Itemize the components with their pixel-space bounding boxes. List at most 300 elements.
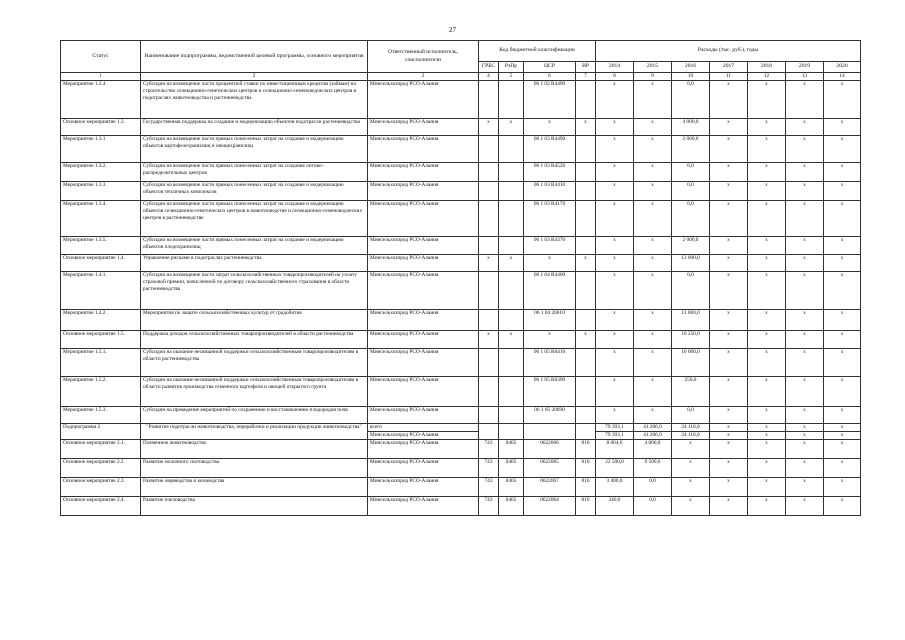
row-value-y2014: 8 064,0 <box>596 440 634 459</box>
row-grbs: x <box>479 255 499 272</box>
row-value-y2016: 10 250,0 <box>672 331 710 349</box>
row-grbs <box>479 377 499 407</box>
row-vr: x <box>576 331 596 349</box>
row-name: Субсидии на возмещение части прямых понесенных затрат на создание и модернизацию объектов тепличных комплексов <box>141 182 368 201</box>
column-number: 6 <box>524 73 576 81</box>
row-executor: Минсельхозпрод РСО-Алания <box>368 182 479 201</box>
row-executor: Минсельхозпрод РСО-Алания <box>368 310 479 331</box>
row-value-y2020: x <box>824 182 861 201</box>
row-executor: Минсельхозпрод РСО-Алания <box>368 255 479 272</box>
column-number: 14 <box>824 73 861 81</box>
row-executor: Минсельхозпрод РСО-Алания <box>368 497 479 516</box>
row-value-y2017: x <box>710 440 748 459</box>
row-value-y2019: x <box>786 119 824 136</box>
subprogram-value-y2020: x <box>824 424 861 432</box>
table-row <box>61 349 861 377</box>
row-name: Субсидии на возмещение части процентной ставки по инвестиционным кредитам (займам) на строительство селекционно-генетических центров и селекционно-семеноводческих центров в подотраслях животноводства и растениеводства <box>141 81 368 119</box>
header-year: 2020 <box>824 62 861 73</box>
row-csr: 06 1 03 R4520 <box>524 163 576 182</box>
table-row <box>61 478 861 497</box>
row-value-y2016: 0,0 <box>672 272 710 310</box>
column-number: 13 <box>786 73 824 81</box>
row-value-y2016: 13 000,0 <box>672 310 710 331</box>
row-grbs: 743 <box>479 440 499 459</box>
row-value-y2019: x <box>786 255 824 272</box>
row-value-y2014: x <box>596 163 634 182</box>
header-executor: Ответственный исполнитель, соисполнители <box>368 41 479 73</box>
row-grbs <box>479 407 499 424</box>
row-value-y2016: x <box>672 459 710 478</box>
row-value-y2017: x <box>710 478 748 497</box>
row-grbs <box>479 272 499 310</box>
row-value-y2018: x <box>748 237 786 255</box>
row-value-y2014: 340,0 <box>596 497 634 516</box>
row-executor: Минсельхозпрод РСО-Алания <box>368 201 479 237</box>
table-row <box>61 255 861 272</box>
header-status: Статус <box>61 41 141 73</box>
table-row <box>61 459 861 478</box>
row-status: Мероприятие 1.5.3. <box>61 407 141 424</box>
row-grbs <box>479 349 499 377</box>
row-name: Управление рисками в подотраслях растениеводства <box>141 255 368 272</box>
row-status: Мероприятие 1.4.2. <box>61 310 141 331</box>
row-status: Мероприятие 1.3.4. <box>61 201 141 237</box>
column-number: 7 <box>576 73 596 81</box>
row-rzpr <box>499 136 524 163</box>
table-row <box>61 377 861 407</box>
row-value-y2018: x <box>748 182 786 201</box>
subprogram-value-y2017: x <box>710 424 748 432</box>
row-value-y2017: x <box>710 310 748 331</box>
column-number: 4 <box>479 73 499 81</box>
row-name: Субсидии на оказание несвязанной поддержки сельскохозяйственным товаропроизводителям в области развития производства семенного картофеля и овощей открытого грунта <box>141 377 368 407</box>
row-vr <box>576 201 596 237</box>
row-value-y2017: x <box>710 407 748 424</box>
subprogram-value-y2015: 41 206,9 <box>634 432 672 440</box>
row-value-y2016: 4 000,0 <box>672 119 710 136</box>
row-value-y2019: x <box>786 237 824 255</box>
row-value-y2019: x <box>786 81 824 119</box>
row-csr: 0622067 <box>524 478 576 497</box>
row-value-y2014: x <box>596 272 634 310</box>
row-vr <box>576 136 596 163</box>
row-rzpr <box>499 182 524 201</box>
row-executor: Минсельхозпрод РСО-Алания <box>368 272 479 310</box>
row-name: Субсидии на возмещение части прямых понесенных затрат на создание оптово-распределительных центров <box>141 163 368 182</box>
table-row <box>61 119 861 136</box>
row-value-y2015: 4 000,0 <box>634 440 672 459</box>
row-csr: 0622065 <box>524 459 576 478</box>
row-name: Развитие пчеловодства <box>141 497 368 516</box>
row-grbs: x <box>479 331 499 349</box>
subprogram-value-y2016: 24 110,0 <box>672 432 710 440</box>
column-number-row <box>61 73 861 81</box>
row-rzpr <box>499 407 524 424</box>
row-rzpr <box>499 272 524 310</box>
table-row <box>61 237 861 255</box>
row-vr: 810 <box>576 478 596 497</box>
row-value-y2017: x <box>710 119 748 136</box>
row-executor: Минсельхозпрод РСО-Алания <box>368 407 479 424</box>
row-value-y2020: x <box>824 81 861 119</box>
row-rzpr <box>499 310 524 331</box>
row-grbs <box>479 81 499 119</box>
subprogram-row <box>61 424 861 432</box>
row-value-y2020: x <box>824 459 861 478</box>
row-value-y2020: x <box>824 163 861 182</box>
row-value-y2015: x <box>634 255 672 272</box>
row-vr <box>576 310 596 331</box>
row-value-y2014: 22 500,0 <box>596 459 634 478</box>
row-status: Основное мероприятие 2.4. <box>61 497 141 516</box>
row-value-y2015: x <box>634 237 672 255</box>
row-value-y2015: x <box>634 136 672 163</box>
row-value-y2018: x <box>748 81 786 119</box>
row-rzpr: x <box>499 255 524 272</box>
table-row <box>61 81 861 119</box>
row-value-y2014: x <box>596 136 634 163</box>
row-value-y2019: x <box>786 331 824 349</box>
column-number: 3 <box>368 73 479 81</box>
row-name: Субсидии на оказание несвязанной поддержки сельскохозяйственным товаропроизводителям в области растениеводства <box>141 349 368 377</box>
row-name: Субсидии на возмещение части затрат сельскохозяйственных товаропроизводителей на уплату страховой премии, начисленной по договору сельскохозяйственного страхования в области растениеводства <box>141 272 368 310</box>
row-value-y2020: x <box>824 310 861 331</box>
row-value-y2019: x <box>786 407 824 424</box>
row-value-y2017: x <box>710 331 748 349</box>
row-status: Мероприятие 1.5.2. <box>61 377 141 407</box>
row-value-y2015: x <box>634 310 672 331</box>
row-value-y2016: 2 000,0 <box>672 237 710 255</box>
row-value-y2017: x <box>710 163 748 182</box>
subprogram-value-y2020: x <box>824 432 861 440</box>
column-number: 8 <box>596 73 634 81</box>
row-executor: Минсельхозпрод РСО-Алания <box>368 440 479 459</box>
row-vr: 810 <box>576 497 596 516</box>
row-value-y2015: 9 500,0 <box>634 459 672 478</box>
row-value-y2019: x <box>786 272 824 310</box>
subprogram-value-y2018: x <box>748 432 786 440</box>
row-value-y2016: 0,0 <box>672 201 710 237</box>
row-csr: 06 1 02 R4490 <box>524 81 576 119</box>
row-value-y2018: x <box>748 478 786 497</box>
row-value-y2018: x <box>748 407 786 424</box>
row-value-y2018: x <box>748 310 786 331</box>
row-value-y2017: x <box>710 255 748 272</box>
row-value-y2015: x <box>634 272 672 310</box>
subprogram-name: "Развитие подотрасли животноводства, переработки и реализации продукции животноводства" <box>141 424 368 440</box>
row-csr: 06 1 03 R4370 <box>524 237 576 255</box>
row-value-y2019: x <box>786 478 824 497</box>
row-value-y2014: x <box>596 310 634 331</box>
header-year: 2018 <box>748 62 786 73</box>
subprogram-value-y2017: x <box>710 432 748 440</box>
row-value-y2015: x <box>634 201 672 237</box>
row-status: Основное мероприятие 1.3. <box>61 119 141 136</box>
row-executor: Минсельхозпрод РСО-Алания <box>368 377 479 407</box>
row-status: Мероприятие 1.4.1. <box>61 272 141 310</box>
header-grbs: ГРБС <box>479 62 499 73</box>
row-value-y2020: x <box>824 237 861 255</box>
header-expenses: Расходы (тыс. руб.), годы <box>596 41 861 62</box>
row-status: Основное мероприятие 2.2. <box>61 459 141 478</box>
header-year: 2017 <box>710 62 748 73</box>
row-value-y2016: x <box>672 440 710 459</box>
row-vr: 810 <box>576 459 596 478</box>
row-grbs: 743 <box>479 459 499 478</box>
header-year: 2016 <box>672 62 710 73</box>
row-value-y2018: x <box>748 163 786 182</box>
row-value-y2017: x <box>710 237 748 255</box>
row-rzpr <box>499 163 524 182</box>
subprogram-vr <box>576 424 596 440</box>
row-value-y2015: x <box>634 407 672 424</box>
row-value-y2017: x <box>710 201 748 237</box>
column-number: 2 <box>141 73 368 81</box>
row-executor: Минсельхозпрод РСО-Алания <box>368 81 479 119</box>
row-vr <box>576 182 596 201</box>
subprogram-grbs <box>479 424 499 440</box>
row-rzpr <box>499 201 524 237</box>
table-row <box>61 497 861 516</box>
row-value-y2017: x <box>710 272 748 310</box>
header-rzpr: РзПр <box>499 62 524 73</box>
row-vr <box>576 237 596 255</box>
row-value-y2019: x <box>786 163 824 182</box>
row-status: Мероприятие 1.3.2. <box>61 163 141 182</box>
subprogram-value-y2016: 24 110,0 <box>672 424 710 432</box>
row-value-y2015: 0,0 <box>634 497 672 516</box>
row-value-y2020: x <box>824 497 861 516</box>
header-csr: ЦСР <box>524 62 576 73</box>
row-value-y2018: x <box>748 497 786 516</box>
table-row <box>61 136 861 163</box>
row-executor: Минсельхозпрод РСО-Алания <box>368 163 479 182</box>
row-value-y2015: x <box>634 331 672 349</box>
row-rzpr <box>499 237 524 255</box>
row-value-y2016: 2 000,0 <box>672 136 710 163</box>
row-grbs: 743 <box>479 478 499 497</box>
subprogram-value-y2019: x <box>786 424 824 432</box>
row-value-y2017: x <box>710 182 748 201</box>
row-value-y2016: 250,0 <box>672 377 710 407</box>
row-status: Мероприятие 1.3.3. <box>61 182 141 201</box>
row-rzpr <box>499 377 524 407</box>
row-value-y2017: x <box>710 349 748 377</box>
subprogram-executor: Минсельхозпрод РСО-Алания <box>368 432 479 440</box>
row-value-y2018: x <box>748 119 786 136</box>
row-csr: 0622066 <box>524 440 576 459</box>
column-number: 11 <box>710 73 748 81</box>
row-value-y2018: x <box>748 255 786 272</box>
row-status: Основное мероприятие 1.5. <box>61 331 141 349</box>
header-vr: ВР <box>576 62 596 73</box>
row-value-y2018: x <box>748 331 786 349</box>
row-vr <box>576 407 596 424</box>
row-csr: 06 1 04 20610 <box>524 310 576 331</box>
row-value-y2019: x <box>786 497 824 516</box>
row-value-y2019: x <box>786 182 824 201</box>
row-csr: x <box>524 331 576 349</box>
row-value-y2014: x <box>596 349 634 377</box>
row-rzpr <box>499 349 524 377</box>
table-row <box>61 201 861 237</box>
row-value-y2018: x <box>748 459 786 478</box>
column-number: 12 <box>748 73 786 81</box>
row-csr: 06 1 03 R4490 <box>524 136 576 163</box>
row-status: Мероприятие 1.5.1. <box>61 349 141 377</box>
column-number: 1 <box>61 73 141 81</box>
row-status: Мероприятие 1.3.5. <box>61 237 141 255</box>
row-value-y2017: x <box>710 81 748 119</box>
row-csr: 06 1 03 R4170 <box>524 201 576 237</box>
row-value-y2015: x <box>634 81 672 119</box>
row-grbs: 743 <box>479 497 499 516</box>
row-executor: Минсельхозпрод РСО-Алания <box>368 349 479 377</box>
row-status: Мероприятие 1.2.4 <box>61 81 141 119</box>
row-value-y2016: 10 000,0 <box>672 349 710 377</box>
table-row <box>61 163 861 182</box>
row-name: Племенное животноводство <box>141 440 368 459</box>
row-value-y2020: x <box>824 377 861 407</box>
header-name: Наименование подпрограммы, ведомственной целевой программы, основного мероприятия <box>141 41 368 73</box>
row-value-y2018: x <box>748 272 786 310</box>
row-csr: 06 1 05 R0410 <box>524 349 576 377</box>
row-rzpr <box>499 81 524 119</box>
row-vr: x <box>576 119 596 136</box>
table-row <box>61 331 861 349</box>
subprogram-value-y2014: 79 393,1 <box>596 432 634 440</box>
row-executor: Минсельхозпрод РСО-Алания <box>368 331 479 349</box>
row-value-y2020: x <box>824 440 861 459</box>
row-value-y2016: 0,0 <box>672 163 710 182</box>
row-value-y2016: 13 000,0 <box>672 255 710 272</box>
row-value-y2017: x <box>710 497 748 516</box>
row-value-y2020: x <box>824 272 861 310</box>
row-value-y2014: x <box>596 119 634 136</box>
row-rzpr: 0405 <box>499 440 524 459</box>
row-name: Субсидии на возмещение части прямых понесенных затрат на создание и модернизацию объектов плодохранилищ <box>141 237 368 255</box>
row-value-y2019: x <box>786 440 824 459</box>
row-status: Основное мероприятие 2.1. <box>61 440 141 459</box>
row-name: Субсидии на возмещение части прямых понесенных затрат на создание и модернизацию объектов селекционно-генетических центров в животноводстве и селекционно-семеноводческих центров в растениеводстве <box>141 201 368 237</box>
row-csr: 06 1 05 20690 <box>524 407 576 424</box>
row-rzpr: 0405 <box>499 497 524 516</box>
column-number: 5 <box>499 73 524 81</box>
row-grbs <box>479 163 499 182</box>
row-grbs <box>479 136 499 163</box>
row-csr: 0622064 <box>524 497 576 516</box>
row-value-y2016: 0,0 <box>672 182 710 201</box>
subprogram-csr <box>524 424 576 440</box>
subprogram-value-y2018: x <box>748 424 786 432</box>
row-value-y2019: x <box>786 377 824 407</box>
row-name: Мероприятия по защите сельскохозяйственных культур от градобития <box>141 310 368 331</box>
table-row <box>61 407 861 424</box>
row-value-y2020: x <box>824 331 861 349</box>
row-value-y2018: x <box>748 349 786 377</box>
table-row <box>61 272 861 310</box>
row-vr <box>576 81 596 119</box>
row-name: Развитие молочного скотоводства <box>141 459 368 478</box>
subprogram-value-y2015: 41 206,9 <box>634 424 672 432</box>
row-value-y2016: x <box>672 497 710 516</box>
row-value-y2014: x <box>596 81 634 119</box>
row-value-y2014: x <box>596 331 634 349</box>
row-value-y2015: x <box>634 377 672 407</box>
row-value-y2017: x <box>710 377 748 407</box>
row-value-y2020: x <box>824 201 861 237</box>
row-rzpr: 0405 <box>499 478 524 497</box>
budget-table <box>60 40 861 516</box>
row-name: Субсидии на проведение мероприятий по сохранению и восстановлению плодородия почв <box>141 407 368 424</box>
row-value-y2018: x <box>748 201 786 237</box>
column-number: 10 <box>672 73 710 81</box>
row-vr <box>576 163 596 182</box>
table-row <box>61 440 861 459</box>
row-value-y2014: x <box>596 237 634 255</box>
row-grbs: x <box>479 119 499 136</box>
row-executor: Минсельхозпрод РСО-Алания <box>368 119 479 136</box>
row-vr: 810 <box>576 440 596 459</box>
row-value-y2019: x <box>786 136 824 163</box>
row-value-y2014: 3 400,0 <box>596 478 634 497</box>
row-value-y2016: x <box>672 478 710 497</box>
subprogram-value-y2014: 79 393,1 <box>596 424 634 432</box>
row-value-y2014: x <box>596 407 634 424</box>
row-csr: 06 1 04 R4400 <box>524 272 576 310</box>
header-year: 2015 <box>634 62 672 73</box>
header-year: 2014 <box>596 62 634 73</box>
row-csr: 06 1 03 R4410 <box>524 182 576 201</box>
row-value-y2020: x <box>824 349 861 377</box>
row-value-y2015: x <box>634 182 672 201</box>
row-name: Развитие овцеводства и козоводства <box>141 478 368 497</box>
row-executor: Минсельхозпрод РСО-Алания <box>368 136 479 163</box>
row-name: Поддержка доходов сельскохозяйственных товаропроизводителей в области растениеводства <box>141 331 368 349</box>
header-budget-code: Код бюджетной классификации <box>479 41 596 62</box>
row-status: Основное мероприятие 2.3. <box>61 478 141 497</box>
row-status: Основное мероприятие 1.4. <box>61 255 141 272</box>
row-value-y2018: x <box>748 440 786 459</box>
column-number: 9 <box>634 73 672 81</box>
row-value-y2019: x <box>786 459 824 478</box>
row-value-y2019: x <box>786 310 824 331</box>
row-status: Мероприятие 1.3.1 <box>61 136 141 163</box>
row-value-y2019: x <box>786 201 824 237</box>
row-value-y2020: x <box>824 478 861 497</box>
row-value-y2016: 0,0 <box>672 407 710 424</box>
table-row <box>61 182 861 201</box>
header-year: 2019 <box>786 62 824 73</box>
row-value-y2015: x <box>634 349 672 377</box>
row-value-y2015: 0,0 <box>634 478 672 497</box>
row-value-y2020: x <box>824 119 861 136</box>
row-grbs <box>479 182 499 201</box>
table-row <box>61 310 861 331</box>
row-value-y2020: x <box>824 255 861 272</box>
row-csr: 06 1 05 R0390 <box>524 377 576 407</box>
row-name: Субсидии на возмещение части прямых понесенных затрат на создание и модернизацию объектов картофелехранилищ и овощехранилищ <box>141 136 368 163</box>
row-executor: Минсельхозпрод РСО-Алания <box>368 237 479 255</box>
subprogram-executor: всего <box>368 424 479 432</box>
row-value-y2020: x <box>824 136 861 163</box>
row-value-y2014: x <box>596 377 634 407</box>
row-grbs <box>479 237 499 255</box>
row-value-y2017: x <box>710 136 748 163</box>
row-value-y2014: x <box>596 255 634 272</box>
row-executor: Минсельхозпрод РСО-Алания <box>368 459 479 478</box>
row-value-y2015: x <box>634 163 672 182</box>
